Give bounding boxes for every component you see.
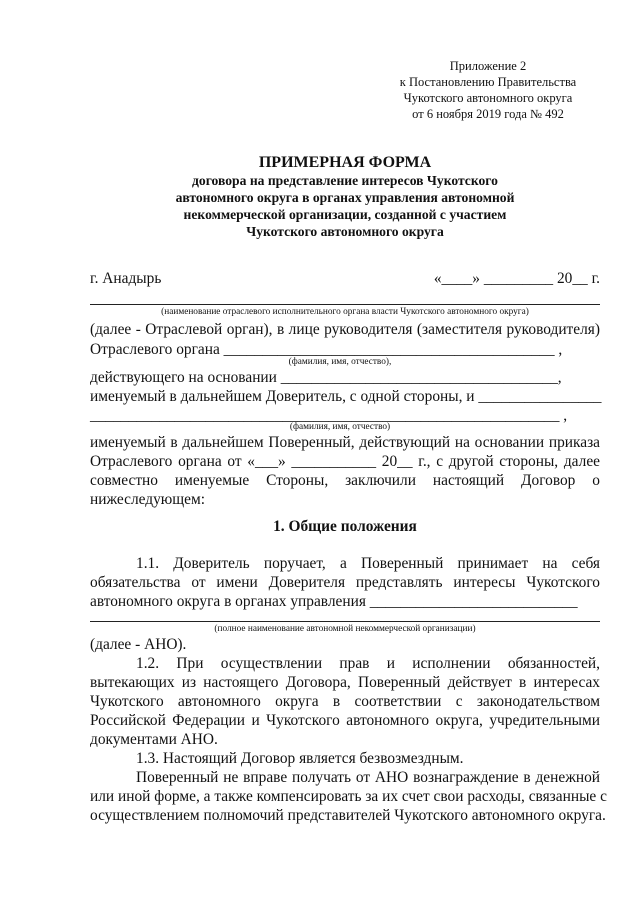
party1-line-2: Отраслевого органа ___________________________________________ ,: [90, 341, 563, 358]
annex-block: [388, 58, 588, 122]
party1-line-1: (далее - Отраслевой орган), в лице руководителя (заместителя руководителя): [90, 321, 600, 338]
clause-1-1-line-3: автономного округа в органах управления ___________________________: [90, 593, 578, 610]
place-of-signing: г. Анадырь: [90, 270, 162, 287]
clause-1-2-line-2: вытекающих из настоящего Договора, Поверенный действует в интересах: [90, 674, 600, 691]
date-blank: «____» _________ 20__ г.: [433, 270, 600, 287]
title-line-4: Чукотского автономного округа: [246, 224, 444, 239]
party1-line-4: именуемый в дальнейшем Доверитель, с одной стороны, и ________________: [90, 388, 602, 405]
clause-1-1-line-4: (далее - АНО).: [90, 636, 187, 653]
party1-line-3: действующего на основании ____________________________________,: [90, 369, 562, 386]
annex-region: Чукотского автономного округа: [403, 91, 573, 105]
party1-line-5: _____________________________________________________________ ,: [90, 407, 568, 424]
hint-fio-2: (фамилия, имя, отчество): [289, 422, 391, 432]
document-title: [90, 153, 600, 240]
clause-1-2-line-5: документами АНО.: [90, 731, 218, 748]
party2-line-4: нижеследующем:: [90, 491, 205, 508]
clause-1-3-line-1: 1.3. Настоящий Договор является безвозмездным.: [136, 750, 464, 767]
org-name-line: [90, 304, 600, 305]
clause-1-3-line-2: Поверенный не вправе получать от АНО вознаграждение в денежной: [136, 769, 600, 786]
clause-1-2-line-1: 1.2. При осуществлении прав и исполнении обязанностей,: [136, 655, 600, 672]
clause-1-3-line-3: или иной форме, а также компенсировать за их счет свои расходы, связанные с: [90, 788, 607, 805]
hint-ano-name: (полное наименование автономной некоммерческой организации): [214, 624, 476, 634]
clause-1-1-line-2: обязательства от имени Доверителя представлять интересы Чукотского: [90, 574, 600, 591]
section-1-heading: 1. Общие положения: [273, 518, 417, 535]
clause-1-3-line-4: осуществлением полномочий представителей Чукотского автономного округа.: [90, 807, 606, 824]
title-line-2: автономного округа в органах управления автономной: [175, 190, 515, 205]
party2-line-3: совместно именуемые Стороны, заключили настоящий Договор о: [90, 472, 600, 489]
party2-line-2: Отраслевого органа от «___» ___________ 20__ г., с другой стороны, далее: [90, 453, 600, 470]
ano-name-line: [90, 621, 600, 622]
annex-decree: к Постановлению Правительства: [399, 75, 577, 89]
clause-1-2-line-4: Российской Федерации и Чукотского автономного округа, учредительными: [90, 712, 600, 729]
party2-line-1: именуемый в дальнейшем Поверенный, действующий на основании приказа: [90, 434, 600, 451]
title-line-3: некоммерческой организации, созданной с участием: [183, 207, 507, 222]
hint-fio-1: (фамилия, имя, отчество),: [288, 357, 392, 367]
clause-1-1-line-1: 1.1. Доверитель поручает, а Поверенный принимает на себя: [136, 555, 600, 572]
annex-date: от 6 ноября 2019 года № 492: [412, 107, 564, 121]
annex-number: Приложение 2: [449, 59, 527, 73]
hint-org-name: (наименование отраслевого исполнительного органа власти Чукотского автономного округа): [161, 307, 529, 317]
title-main: ПРИМЕРНАЯ ФОРМА: [258, 154, 432, 171]
clause-1-2-line-3: Чукотского автономного округа в соответствии с законодательством: [90, 693, 600, 710]
title-line-1: договора на представление интересов Чукотского: [192, 173, 498, 188]
